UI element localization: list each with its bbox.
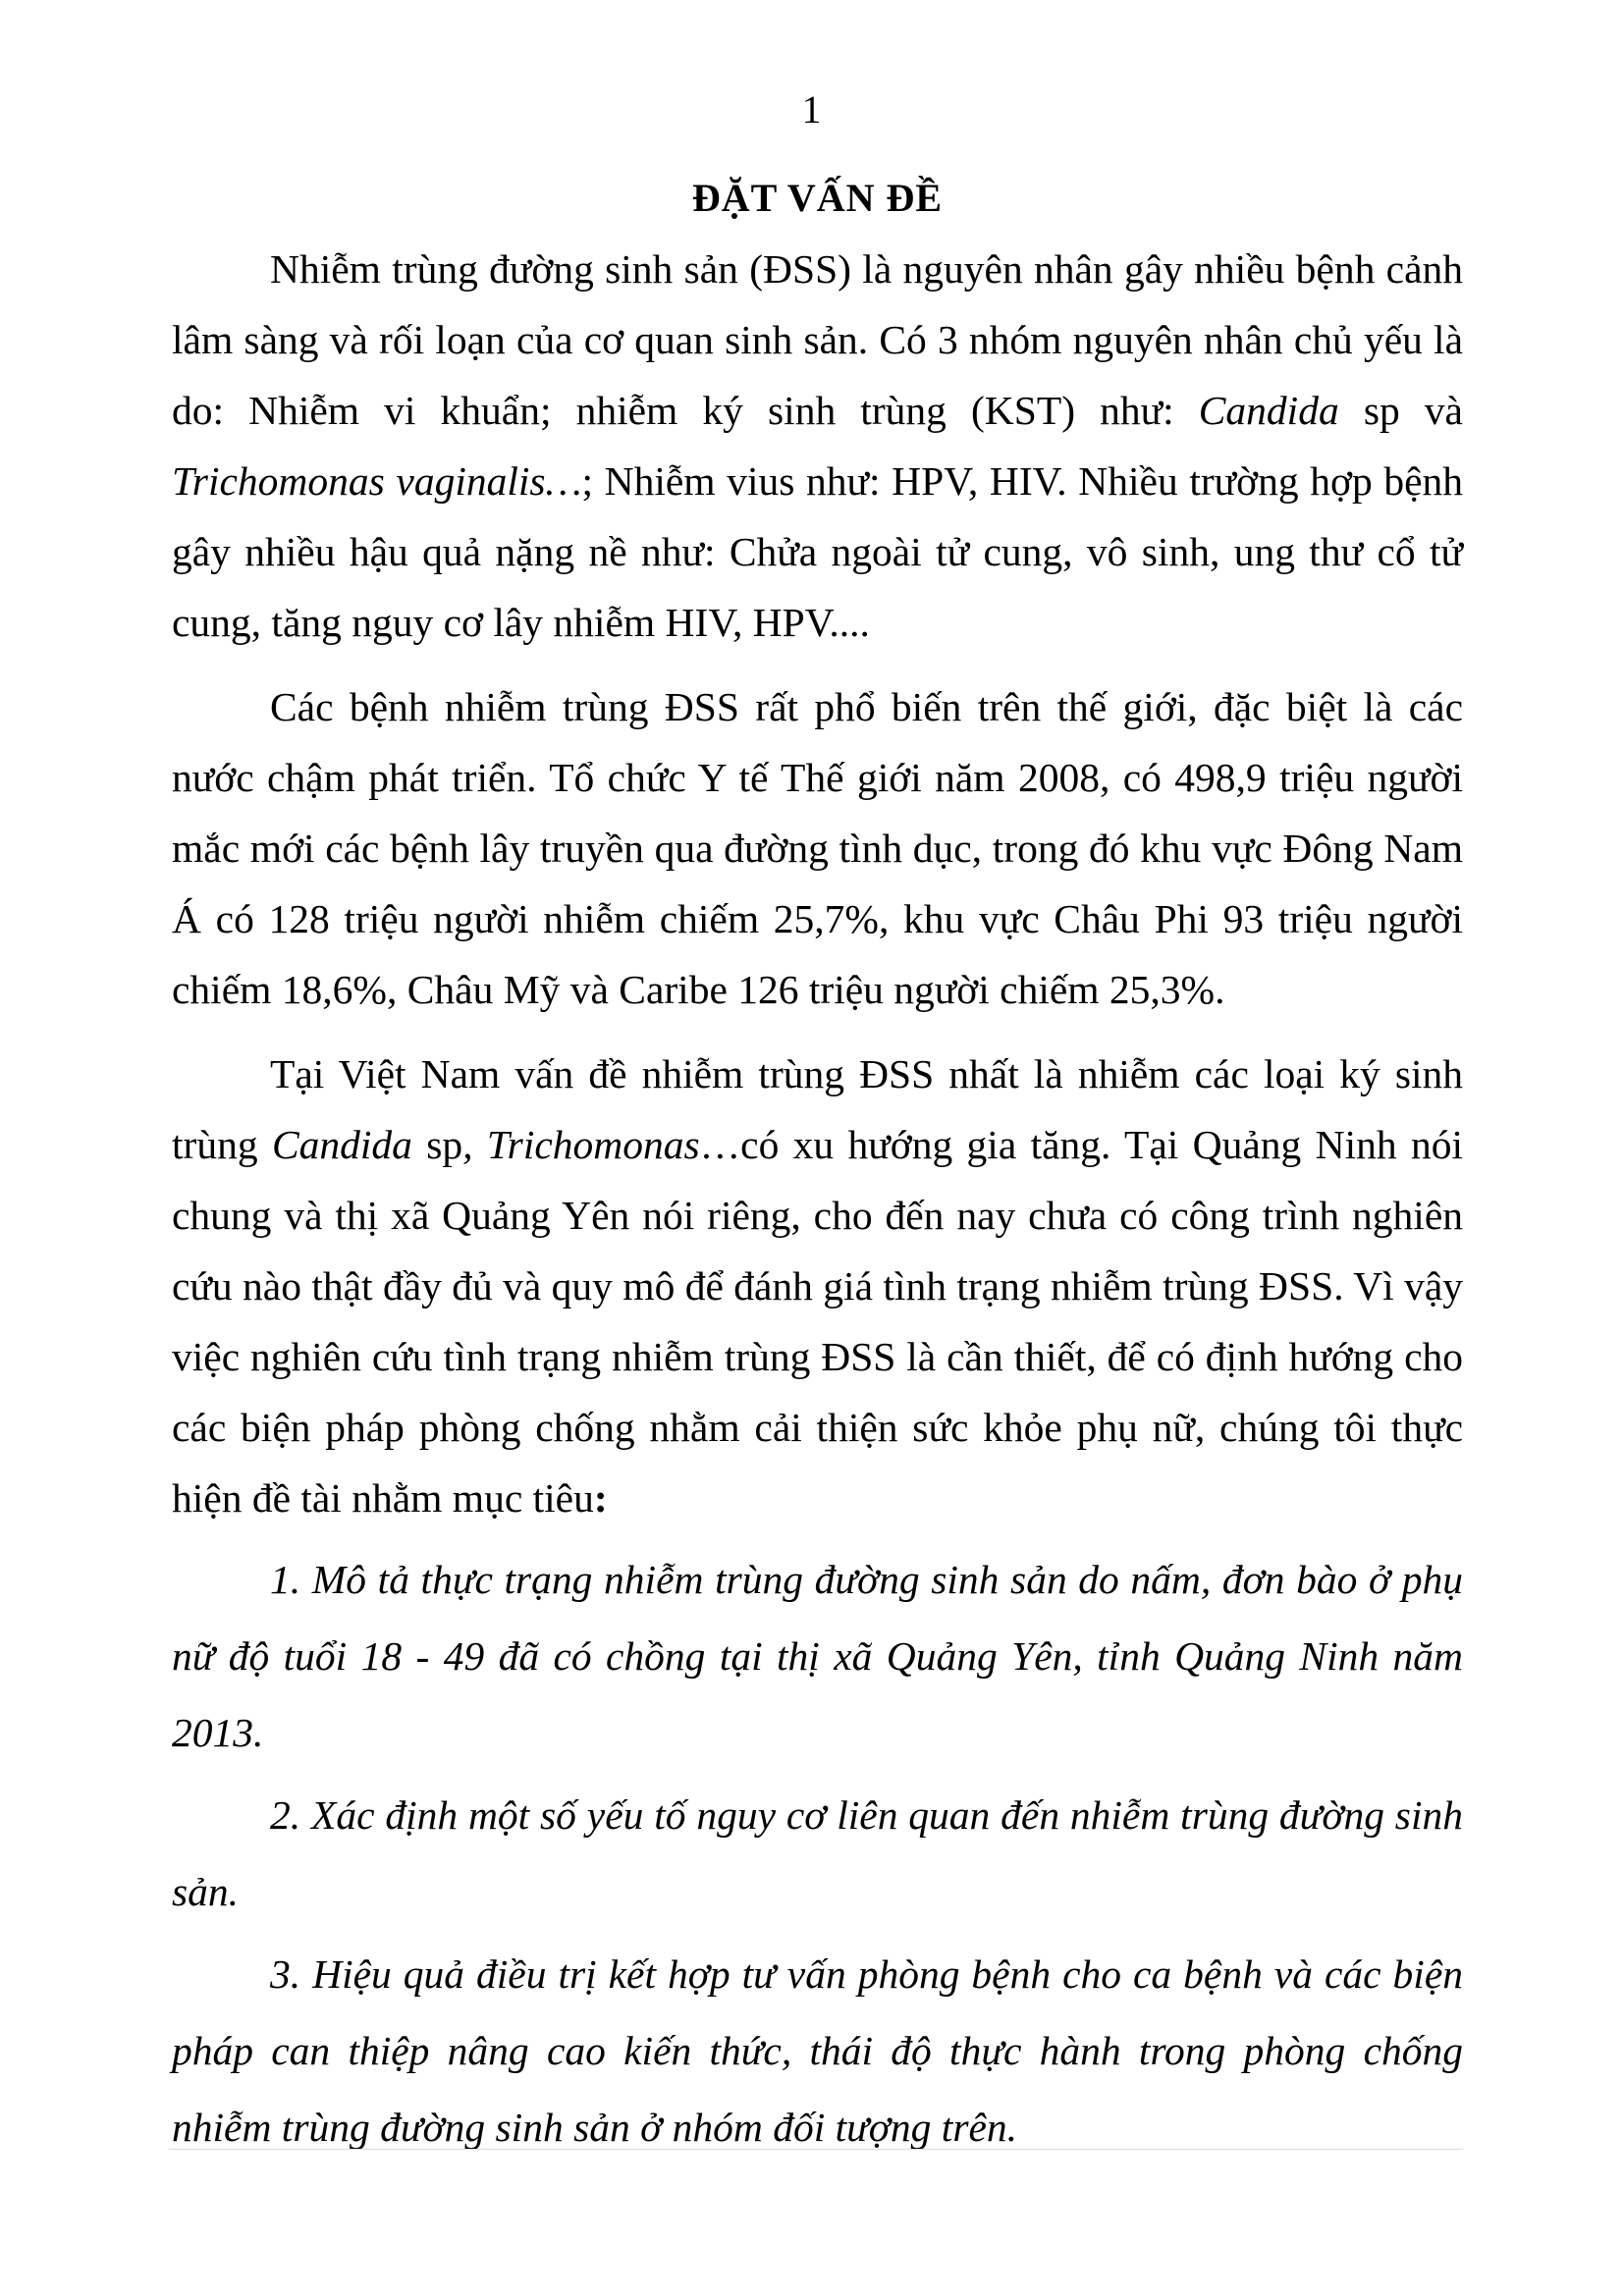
species-name-trichomonas: Trichomonas vaginalis… bbox=[172, 458, 582, 504]
objectives-list bbox=[172, 1541, 1463, 2165]
species-name-trichomonas: Trichomonas bbox=[486, 1122, 700, 1167]
objective-item: 1. Mô tả thực trạng nhiễm trùng đường sinh sản do nấm, đơn bào ở phụ nữ độ tuổi 18 - 49 đã có chồng tại thị xã Quảng Yên, tỉnh Quảng Ninh năm 2013. bbox=[172, 1557, 1463, 1755]
paragraph-text: Tại Việt Nam vấn đề nhiễm trùng ĐSS nhất là nhiễm các loại ký sinh trùng bbox=[172, 1051, 1463, 1167]
page-number: 1 bbox=[801, 87, 822, 132]
punctuation-comma: , bbox=[462, 1122, 487, 1167]
paragraph-text: sp và bbox=[1338, 388, 1463, 433]
paragraph-text: Nhiễm trùng đường sinh sản (ĐSS) là nguyên nhân gây nhiều bệnh cảnh lâm sàng và rối loạn của cơ quan sinh sản. Có 3 nhóm nguyên nhân chủ yếu là do: Nhiễm vi khuẩn; nhiễm ký sinh trùng (KST) như: bbox=[172, 246, 1463, 433]
paragraph-text: ; Nhiễm vius như: HPV, HIV. Nhiều trường hợp bệnh gây nhiều hậu quả nặng nề như: Chửa ngoài tử cung, vô sinh, ung thư cổ tử cung, tăng nguy cơ lây nhiễm HIV, HPV.... bbox=[172, 458, 1464, 645]
paragraph-text: …có xu hướng gia tăng. Tại Quảng Ninh nói chung và thị xã Quảng Yên nói riêng, cho đến nay chưa có công trình nghiên cứu nào thật đầy đủ và quy mô để đánh giá tình trạng nhiễm trùng ĐSS. Vì vậy việc nghiên cứu tình trạng nhiễm trùng ĐSS là cần thiết, để có định hướng cho các biện pháp phòng chống nhằm cải thiện sức khỏe phụ nữ, chúng tôi thực hiện đề tài nhằm mục tiêu bbox=[172, 1122, 1463, 1521]
species-name-candida: Candida bbox=[271, 1122, 412, 1167]
objective-item: 2. Xác định một số yếu tố nguy cơ liên quan đến nhiễm trùng đường sinh sản. bbox=[172, 1792, 1463, 1914]
species-name-candida: Candida bbox=[1198, 388, 1339, 433]
paragraph-text: sp bbox=[411, 1122, 463, 1167]
intro-paragraph bbox=[172, 234, 1463, 658]
section-heading: ĐẶT VẤN ĐỀ bbox=[691, 176, 944, 220]
footer-divider bbox=[169, 2149, 1463, 2150]
punctuation-colon: : bbox=[593, 1475, 608, 1521]
vietnam-context-paragraph bbox=[172, 1039, 1463, 1533]
statistics-paragraph: Các bệnh nhiễm trùng ĐSS rất phổ biến trên thế giới, đặc biệt là các nước chậm phát triển. Tổ chức Y tế Thế giới năm 2008, có 498,9 triệu người mắc mới các bệnh lây truyền qua đường tình dục, trong đó khu vực Đông Nam Á có 128 triệu người nhiễm chiếm 25,7%, khu vực Châu Phi 93 triệu người chiếm 18,6%, Châu Mỹ và Caribe 126 triệu người chiếm 25,3%. bbox=[172, 684, 1463, 1012]
objective-item: 3. Hiệu quả điều trị kết hợp tư vấn phòng bệnh cho ca bệnh và các biện pháp can thiệp nâng cao kiến thức, thái độ thực hành trong phòng chống nhiễm trùng đường sinh sản ở nhóm đối tượng trên. bbox=[172, 1951, 1463, 2150]
document-body bbox=[172, 175, 1463, 2165]
